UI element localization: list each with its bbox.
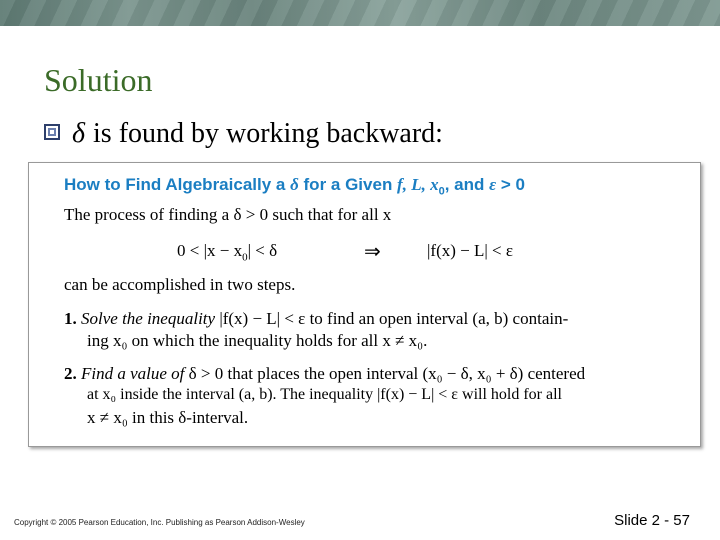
- step-1-line-1: 1. Solve the inequality |f(x) − L| < ε to find an open interval (a, b) contain-: [64, 309, 569, 328]
- delta-symbol: δ: [72, 118, 86, 149]
- slide-title: Solution: [44, 62, 153, 98]
- slide-number: Slide 2 - 57: [614, 512, 690, 529]
- copyright-footer: Copyright © 2005 Pearson Education, Inc. Publishing as Pearson Addison-Wesley: [14, 518, 305, 527]
- square-bullet-icon: [44, 124, 60, 140]
- top-decorative-bar: [0, 0, 720, 26]
- bullet-point: [44, 118, 443, 150]
- bullet-text: [72, 118, 443, 150]
- box-outro: can be accomplished in two steps.: [64, 275, 296, 294]
- formula-right: |f(x) − L| < ε: [427, 241, 513, 260]
- formula-left: $0 < |x - x_0| < \delta$: [177, 241, 278, 264]
- box-title: How to Find Algebraically a δ for a Given f, L, $x_0$, and ε > 0: [64, 175, 525, 198]
- step-2-line-2: at x₀ inside the interval (a, b). The inequality |f(x) − L| < ε will hold for all: [87, 386, 562, 403]
- implies-arrow: ⇒: [364, 241, 381, 263]
- step-2-line-1: 2. Find a value of δ > 0 that places the open interval (x₀ − δ, x₀ + δ) centered: [64, 364, 586, 383]
- bullet-body: is found by working backward:: [93, 118, 443, 149]
- step-2-line-3: x ≠ x₀ in this δ-interval.: [87, 408, 249, 427]
- method-box: [28, 162, 701, 447]
- box-intro: The process of finding a δ > 0 such that for all x: [64, 205, 392, 224]
- step-1-line-2: ing x₀ on which the inequality holds for all x ≠ x₀.: [87, 331, 428, 350]
